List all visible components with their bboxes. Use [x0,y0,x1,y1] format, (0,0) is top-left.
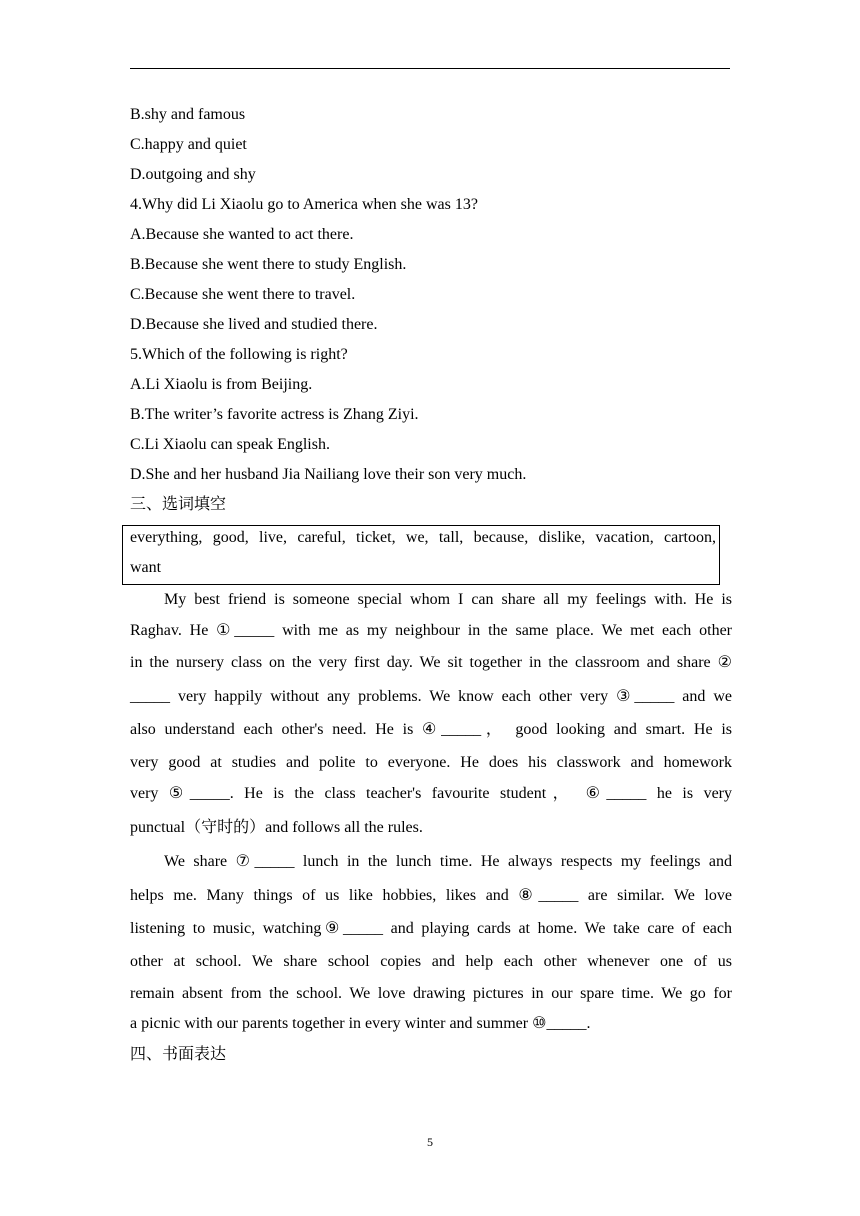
q4-option-d: D.Because she lived and studied there. [130,316,378,333]
q5-option-b: B.The writer’s favorite actress is Zhang Ziyi. [130,406,419,423]
passage-line: _____ very happily without any problems. We know each other very ③_____ and we [130,688,732,705]
option-d-prev: D.outgoing and shy [130,166,256,183]
page-number: 5 [427,1135,433,1149]
header-rule [130,68,730,69]
passage-line: very good at studies and polite to everyone. He does his classwork and homework [130,754,732,771]
passage-line: punctual（守时的）and follows all the rules. [130,819,423,836]
passage-line: We share ⑦_____ lunch in the lunch time. He always respects my feelings and [164,853,732,870]
passage-line: other at school. We share school copies and help each other whenever one of us [130,953,732,970]
section-3-heading: 三、选词填空 [130,496,227,513]
passage-line: in the nursery class on the very first day. We sit together in the classroom and share ② [130,654,732,671]
q4-option-a: A.Because she wanted to act there. [130,226,354,243]
passage-line: a picnic with our parents together in every winter and summer ⑩_____. [130,1015,591,1032]
q5-option-a: A.Li Xiaolu is from Beijing. [130,376,313,393]
q5-option-c: C.Li Xiaolu can speak English. [130,436,330,453]
passage-line: also understand each other's need. He is ④_____， good looking and smart. He is [130,721,732,738]
question-5: 5.Which of the following is right? [130,346,348,363]
passage-line: listening to music, watching⑨_____ and playing cards at home. We take care of each [130,920,732,937]
q5-option-d: D.She and her husband Jia Nailiang love their son very much. [130,466,527,483]
passage-line: My best friend is someone special whom I can share all my feelings with. He is [164,591,732,608]
q4-option-b: B.Because she went there to study English. [130,256,407,273]
option-b-prev: B.shy and famous [130,106,246,123]
section-4-heading: 四、书面表达 [130,1046,227,1063]
word-box-line-1: everything, good, live, careful, ticket, we, tall, because, dislike, vacation, cartoon, [130,529,716,546]
passage-line: very ⑤_____. He is the class teacher's favourite student， ⑥_____ he is very [130,785,732,802]
q4-option-c: C.Because she went there to travel. [130,286,356,303]
passage-line: remain absent from the school. We love drawing pictures in our spare time. We go for [130,985,732,1002]
passage-line: Raghav. He ①_____ with me as my neighbour in the same place. We met each other [130,622,732,639]
option-c-prev: C.happy and quiet [130,136,247,153]
word-box-line-2: want [130,559,162,576]
question-4: 4.Why did Li Xiaolu go to America when she was 13? [130,196,478,213]
passage-line: helps me. Many things of us like hobbies, likes and ⑧_____ are similar. We love [130,887,732,904]
